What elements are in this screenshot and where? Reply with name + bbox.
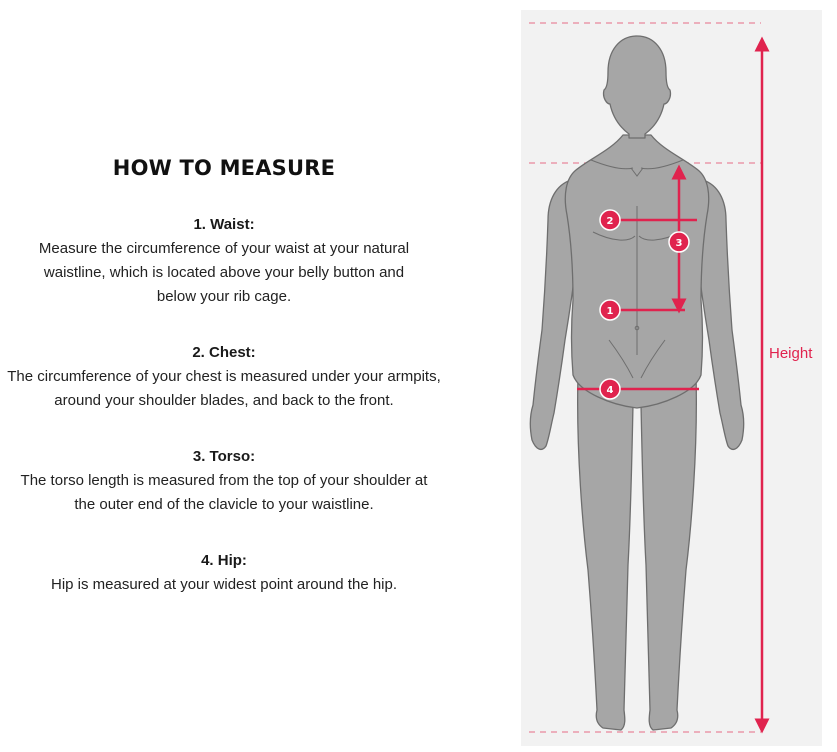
chest-heading: 2. Chest:	[192, 344, 256, 361]
torso-heading: 3. Torso:	[192, 448, 256, 465]
hip-description: Hip is measured at your widest point around the hip.	[50, 576, 398, 593]
marker-4-hip	[600, 379, 620, 399]
marker-1-waist	[600, 300, 620, 320]
head	[604, 36, 671, 138]
human-figure	[530, 36, 744, 730]
body-diagram	[521, 10, 822, 746]
marker-2-label: 2	[606, 216, 614, 227]
waist-section	[0, 213, 448, 309]
hip-heading: 4. Hip:	[201, 552, 247, 569]
page-title: HOW TO MEASURE	[112, 156, 336, 180]
height-label: Height	[769, 345, 813, 362]
marker-3-label: 3	[675, 238, 683, 249]
torso-section	[0, 445, 448, 517]
right-leg	[641, 375, 696, 730]
marker-4-label: 4	[606, 385, 614, 396]
body-diagram-panel	[521, 10, 822, 746]
marker-2-chest	[600, 210, 620, 230]
waist-heading: 1. Waist:	[193, 216, 255, 233]
marker-3-torso	[669, 232, 689, 252]
marker-1-label: 1	[606, 306, 614, 317]
left-leg	[578, 375, 633, 730]
chest-section	[0, 341, 448, 413]
torso-description: The torso length is measured from the top of your shoulder at the outer end of the clavicle to your waistline.	[20, 472, 428, 513]
chest-description: The circumference of your chest is measured under your armpits, around your shoulder blades, and back to the front.	[7, 368, 441, 409]
waist-description: Measure the circumference of your waist at your natural waistline, which is located above your belly button and below your rib cage.	[38, 240, 410, 305]
hip-section	[0, 549, 448, 597]
